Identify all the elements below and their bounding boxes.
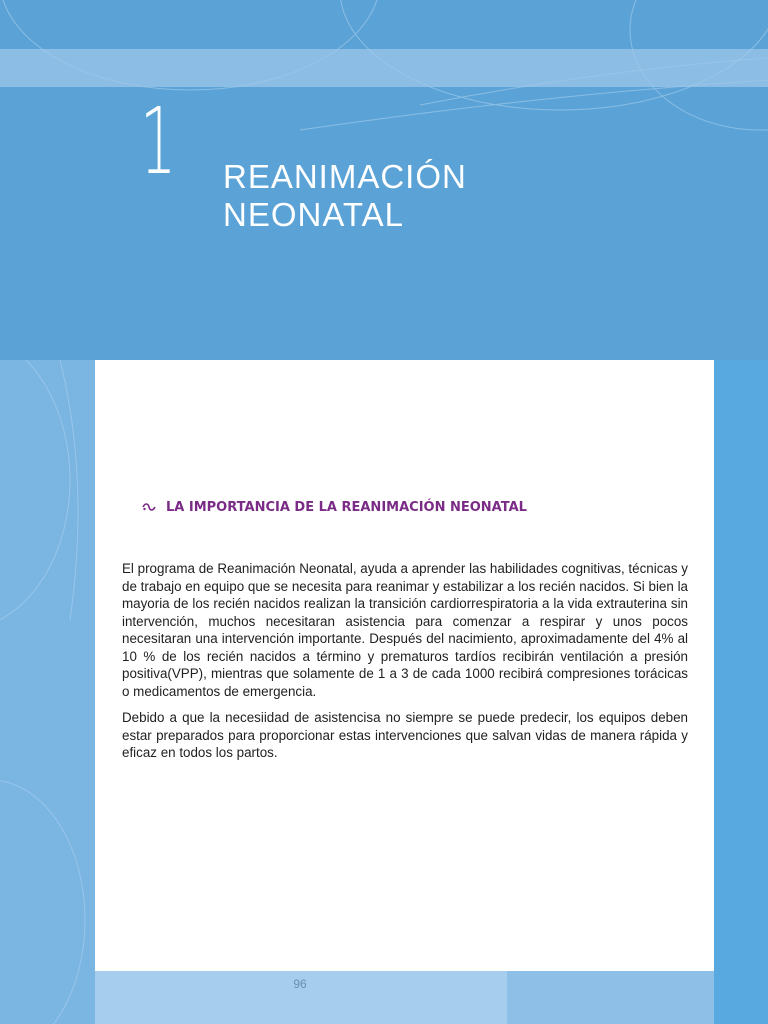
- paragraph: El programa de Reanimación Neonatal, ayuda a aprender las habilidades cognitivas, técnicas y de trabajo en equipo que se necesita para reanimar y estabilizar a los recién nacidos. Si bien la mayoria de los recién nacidos realizan la transición cardiorrespiratoria a la vida extrauterina sin intervención, muchos necesitaran asistencia para comenzar a respirar y unos pocos necesitaran una intervención importante. Después del nacimiento, aproximadamente del 4% al 10 % de los recién nacidos a término y prematuros tardíos recibirán ventilación a presión positiva(VPP), mientras que solamente de 1 a 3 de cada 1000 recibirá compresiones torácicas o medicamentos de emergencia.: [122, 561, 688, 699]
- left-side-strip: [0, 360, 95, 1024]
- chapter-title-line1: REANIMACIÓN: [223, 158, 467, 195]
- ornament-icon: [142, 501, 156, 515]
- page-number: 96: [293, 977, 307, 991]
- body-text: [122, 560, 688, 771]
- section-heading: [142, 500, 527, 515]
- right-side-strip: [714, 360, 768, 1024]
- chapter-number: 1: [140, 88, 174, 195]
- footer-band-right: [507, 971, 714, 1024]
- chapter-title-line2: NEONATAL: [223, 196, 404, 233]
- paragraph: Debido a que la necesiidad de asistencisa no siempre se puede predecir, los equipos deben estar preparados para proporcionar estas intervenciones que salvan vidas de manera rápida y eficaz en todos los partos.: [122, 710, 688, 760]
- section-heading-text: LA IMPORTANCIA DE LA REANIMACIÓN NEONATAL: [166, 500, 527, 515]
- chapter-title: [223, 158, 467, 234]
- side-decorative-arcs: [0, 360, 95, 1024]
